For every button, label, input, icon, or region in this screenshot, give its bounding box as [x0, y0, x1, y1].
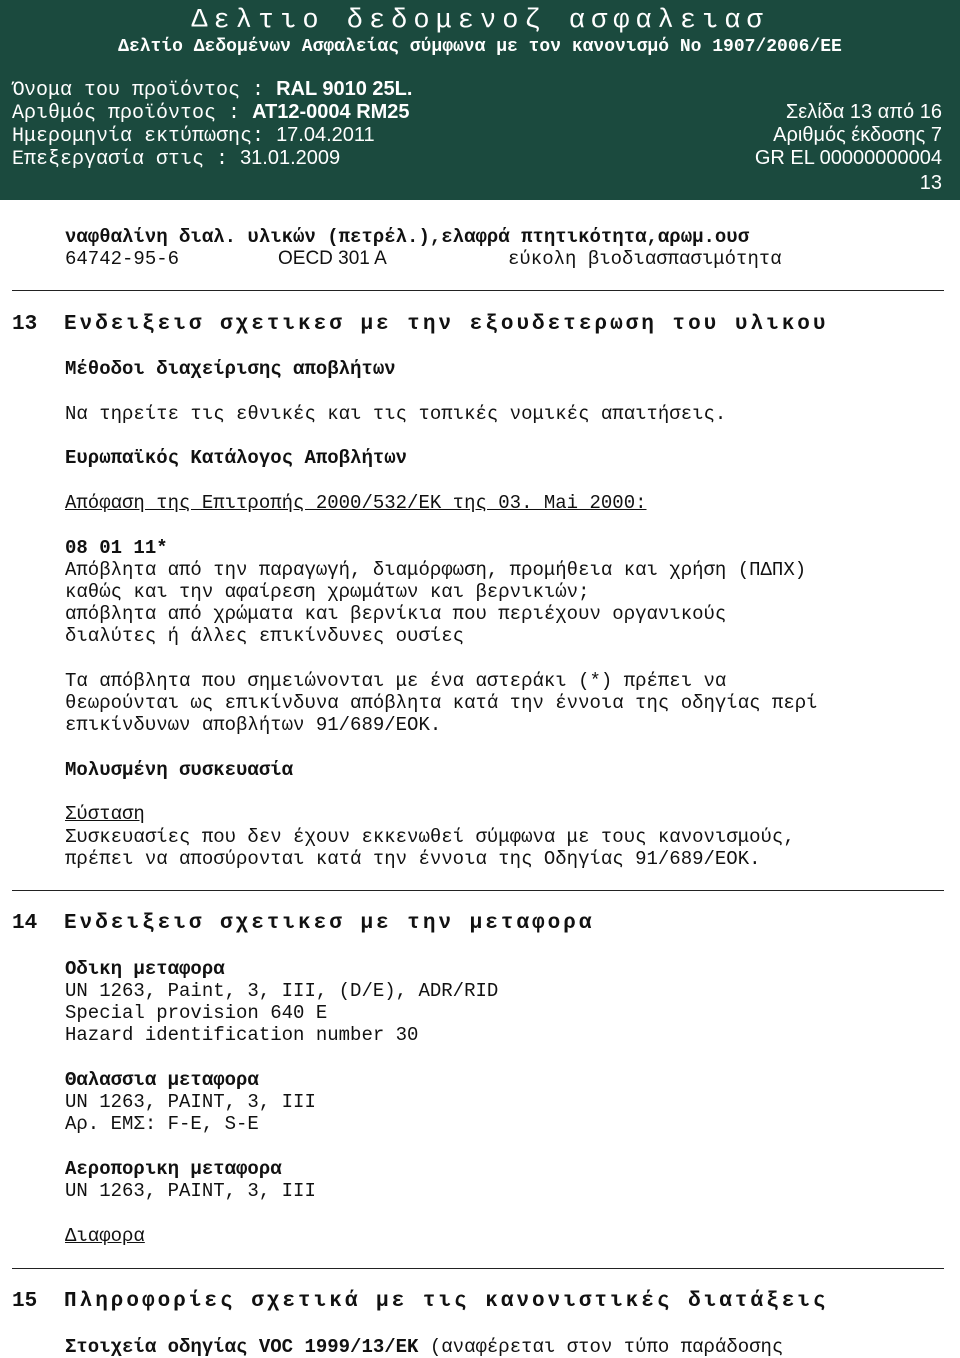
processed-date-row — [12, 147, 340, 171]
print-date-label: Ημερομηνία εκτύπωσης: — [12, 125, 265, 148]
asterisk-note-2: θεωρούνται ως επικίνδυνα απόβλητα κατά την έννοια της οδηγίας περί — [65, 692, 818, 714]
page-number: 13 — [919, 172, 942, 194]
section-14-number: 14 — [12, 912, 38, 935]
asterisk-note-1: Τα απόβλητα που σημειώνονται με ένα αστεράκι (*) πρέπει να — [65, 670, 727, 692]
substance-row — [65, 248, 179, 270]
section-14-title — [12, 912, 594, 935]
product-name-label: Όνομα του προϊόντος : — [12, 79, 265, 102]
waste-code-desc-1: Απόβλητα από την παραγωγή, διαμόρφωση, προμήθεια και χρήση (ΠΔΠΧ) — [65, 559, 807, 581]
waste-methods-text: Να τηρείτε τις εθνικές και τις τοπικές νομικές απαιτήσεις. — [65, 403, 727, 425]
misc-heading: Διαφορα — [65, 1225, 145, 1247]
section-13-number: 13 — [12, 313, 38, 336]
recommendation-text-1: Συσκευασίες που δεν έχουν εκκενωθεί σύμφωνα με τους κανονισμούς, — [65, 826, 795, 848]
section-divider — [12, 1268, 944, 1269]
section-13-title — [12, 313, 829, 336]
waste-code-desc-2: καθώς και την αφαίρεση χρωμάτων και βερνικιών; — [65, 581, 590, 603]
section-15-number: 15 — [12, 1290, 38, 1313]
recommendation-heading: Σύσταση — [65, 803, 145, 825]
processed-date-value: 31.01.2009 — [240, 147, 341, 169]
product-name-row — [12, 78, 412, 102]
voc-text: (αναφέρεται στον τύπο παράδοσης — [429, 1336, 784, 1358]
print-date-row — [12, 124, 375, 148]
print-date-value: 17.04.2011 — [276, 124, 375, 146]
road-transport-heading: Οδικη μεταφορα — [65, 958, 225, 980]
substance-cas: 64742-95-6 — [65, 248, 180, 270]
product-name-value: RAL 9010 25L. — [276, 78, 413, 100]
waste-catalog-heading: Ευρωπαϊκός Κατάλογος Αποβλήτων — [65, 447, 408, 469]
road-transport-line: Special provision 640 E — [65, 1002, 328, 1024]
document-code: GR EL 00000000004 — [754, 147, 942, 169]
substance-result: εύκολη βιοδιασπασιμότητα — [508, 248, 782, 270]
section-divider — [12, 890, 944, 891]
section-15-heading: Πληροφορίες σχετικά με τις κανονιστικές διατάξεις — [64, 1290, 829, 1313]
page-indicator: Σελίδα 13 από 16 — [785, 101, 942, 123]
waste-code-desc-4: διαλύτες ή άλλες επικίνδυνες ουσίες — [65, 625, 465, 647]
product-number-row — [12, 101, 410, 125]
edition-number: Αριθμός έκδοσης 7 — [773, 124, 942, 146]
air-transport-heading: Αεροπορικη μεταφορα — [65, 1158, 282, 1180]
substance-name: ναφθαλίνη διαλ. υλικών (πετρέλ.),ελαφρά πτητικότητα,αρωμ.ουσ — [65, 226, 750, 248]
asterisk-note-3: επικίνδυνων αποβλήτων 91/689/ΕΟΚ. — [65, 714, 442, 736]
sea-transport-heading: Θαλασσια μεταφορα — [65, 1069, 259, 1091]
processed-date-label: Επεξεργασία στις : — [12, 148, 229, 171]
product-number-value: AT12-0004 RM25 — [252, 101, 410, 123]
product-number-label: Αριθμός προϊόντος : — [12, 102, 241, 125]
voc-heading: Στοιχεία οδηγίας VOC 1999/13/ΕΚ — [65, 1336, 419, 1358]
sea-transport-line: Αρ. ΕΜΣ: F-E, S-E — [65, 1113, 259, 1135]
commission-decision: Απόφαση της Επιτροπής 2000/532/ΕΚ της 03. Mai 2000: — [65, 492, 647, 514]
sea-transport-line: UN 1263, PAINT, 3, III — [65, 1091, 316, 1113]
document-title: Δελτιο δεδομενοζ ασφαλειασ — [191, 6, 769, 36]
contaminated-packaging-heading: Μολυσμένη συσκευασία — [65, 759, 294, 781]
recommendation-text-2: πρέπει να αποσύρονται κατά την έννοια της Οδηγίας 91/689/ΕΟΚ. — [65, 848, 761, 870]
waste-code: 08 01 11* — [65, 537, 168, 559]
section-13-heading: Ενδειξεισ σχετικεσ με την εξουδετερωση του υλικου — [64, 313, 829, 336]
section-divider — [12, 290, 944, 291]
document-header — [0, 0, 960, 200]
substance-method: OECD 301 A — [278, 248, 387, 269]
waste-methods-heading: Μέθοδοι διαχείρισης αποβλήτων — [65, 358, 396, 380]
voc-row — [65, 1336, 783, 1358]
road-transport-line: Hazard identification number 30 — [65, 1024, 419, 1046]
air-transport-line: UN 1263, PAINT, 3, III — [65, 1180, 316, 1202]
road-transport-line: UN 1263, Paint, 3, III, (D/E), ADR/RID — [65, 980, 499, 1002]
section-14-heading: Ενδειξεισ σχετικεσ με την μεταφορα — [64, 912, 595, 935]
section-15-title — [12, 1290, 829, 1313]
waste-code-desc-3: απόβλητα από χρώματα και βερνίκια που περιέχουν οργανικούς — [65, 603, 727, 625]
document-subtitle: Δελτίο Δεδομένων Ασφαλείας σύμφωνα με τον κανονισμό Νο 1907/2006/ΕΕ — [118, 37, 842, 57]
